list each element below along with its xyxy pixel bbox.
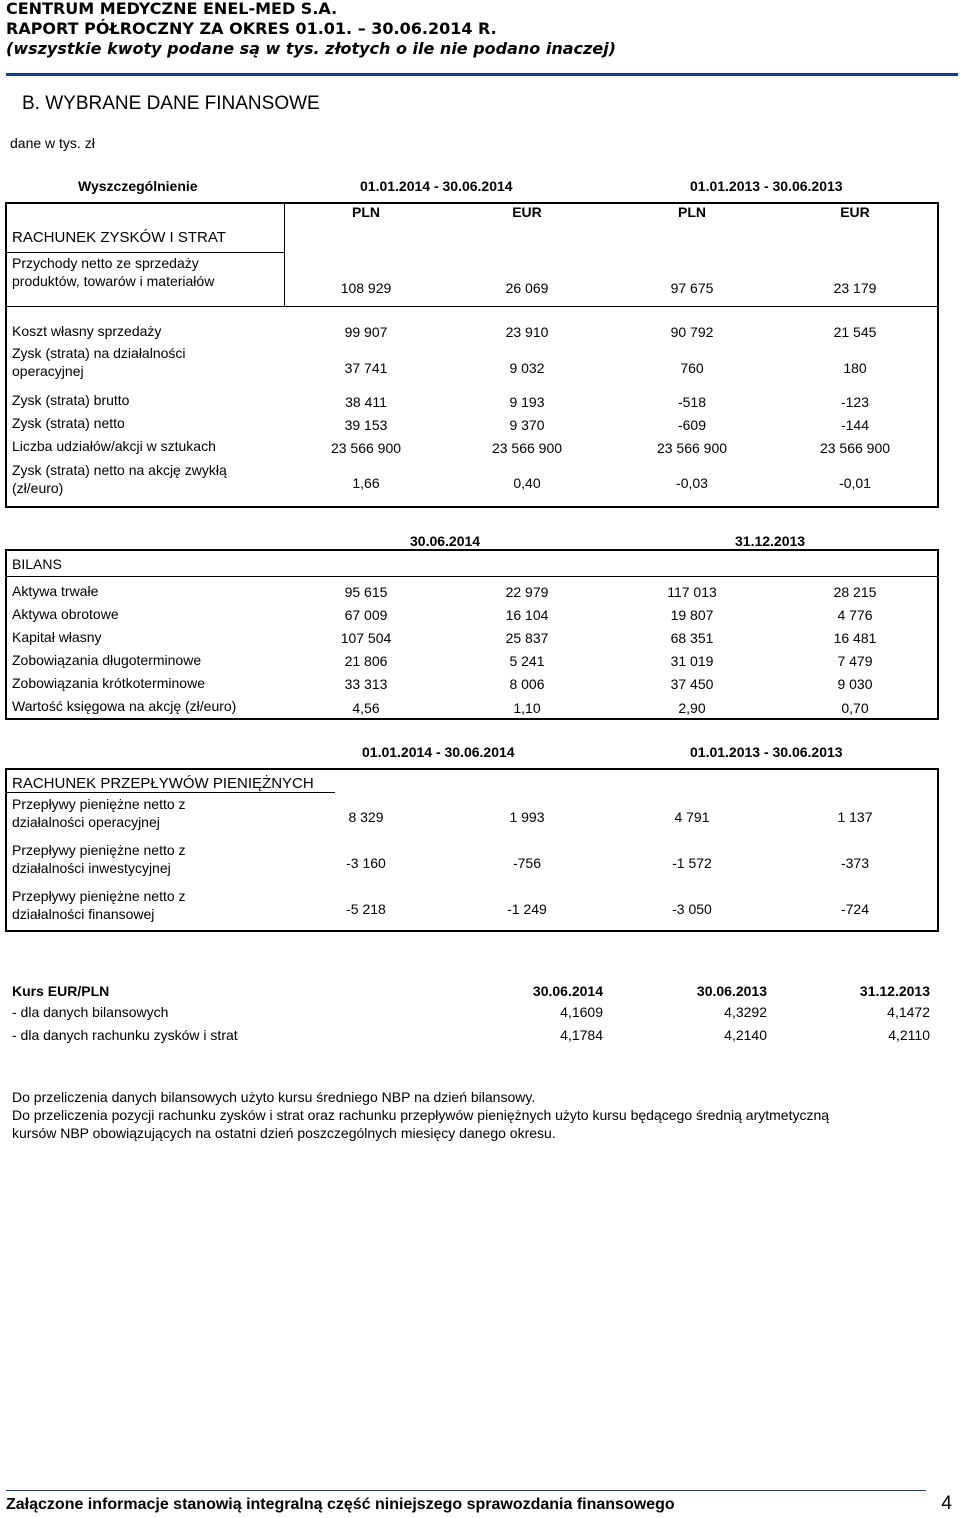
income-cell: 23 566 900 — [491, 440, 563, 456]
income-header-rule — [5, 252, 285, 253]
income-cell: -609 — [677, 417, 707, 433]
cashflow-cell: -3 050 — [672, 901, 712, 917]
cashflow-row-label: Przepływy pieniężne netto z — [12, 842, 186, 858]
fx-date-2: 30.06.2013 — [696, 983, 767, 999]
balance-cell: 7 479 — [837, 653, 873, 669]
balance-row-label: Zobowiązania krótkoterminowe — [12, 675, 205, 691]
cashflow-period-1: 01.01.2014 - 30.06.2014 — [362, 744, 515, 760]
income-cell: -518 — [677, 394, 707, 410]
income-cell: 0,40 — [513, 475, 541, 491]
income-cell: -123 — [840, 394, 870, 410]
income-divider — [284, 202, 285, 306]
header-rule — [6, 73, 958, 76]
balance-cell: 107 504 — [340, 630, 392, 646]
balance-cell: 19 807 — [670, 607, 714, 623]
balance-row-label: Aktywa obrotowe — [12, 606, 119, 622]
income-cell: 180 — [843, 360, 867, 376]
fx-row-label: - dla danych bilansowych — [12, 1004, 169, 1020]
balance-cell: 5 241 — [509, 653, 545, 669]
balance-cell: 4 776 — [837, 607, 873, 623]
cur-pln-1: PLN — [352, 204, 380, 220]
cur-pln-2: PLN — [678, 204, 706, 220]
balance-row-label: Kapitał własny — [12, 629, 102, 645]
cashflow-cell: 4 791 — [674, 809, 710, 825]
balance-row-label: Zobowiązania długoterminowe — [12, 652, 202, 668]
footer-rule — [6, 1490, 926, 1491]
income-row-label: Zysk (strata) netto na akcję zwykłą — [12, 462, 227, 478]
balance-cell: 2,90 — [678, 700, 706, 716]
balance-row-label: Aktywa trwałe — [12, 583, 99, 599]
income-row-rule — [5, 306, 939, 307]
fx-cell: 4,2140 — [724, 1027, 767, 1043]
cashflow-cell: -5 218 — [346, 901, 386, 917]
fx-cell: 4,1609 — [560, 1004, 603, 1020]
cashflow-row-label-2: działalności finansowej — [12, 906, 155, 922]
balance-cell: 16 481 — [833, 630, 877, 646]
cashflow-cell: -373 — [840, 855, 870, 871]
cashflow-period-2: 01.01.2013 - 30.06.2013 — [690, 744, 843, 760]
balance-title: BILANS — [12, 556, 62, 572]
balance-header-rule — [5, 576, 939, 577]
balance-cell: 9 030 — [837, 676, 873, 692]
cashflow-title: RACHUNEK PRZEPŁYWÓW PIENIĘŻNYCH — [12, 775, 314, 792]
income-cell: 38 411 — [345, 394, 387, 410]
balance-cell: 25 837 — [505, 630, 549, 646]
cur-eur-2: EUR — [840, 204, 870, 220]
section-title: B. WYBRANE DANE FINANSOWE — [22, 93, 320, 114]
cashflow-row-label: Przepływy pieniężne netto z — [12, 888, 186, 904]
balance-cell: 16 104 — [505, 607, 549, 623]
cashflow-cell: 1 993 — [509, 809, 545, 825]
balance-cell: 28 215 — [833, 584, 877, 600]
spec-label: Wyszczególnienie — [78, 178, 198, 194]
income-cell: 23 910 — [505, 324, 549, 340]
cashflow-cell: -756 — [512, 855, 542, 871]
income-cell: 26 069 — [505, 280, 549, 296]
income-row-label: Zysk (strata) na działalności — [12, 345, 186, 361]
cashflow-header-rule — [5, 792, 335, 793]
balance-cell: 21 806 — [344, 653, 388, 669]
unit-note: dane w tys. zł — [10, 135, 95, 151]
company-name: CENTRUM MEDYCZNE ENEL-MED S.A. — [6, 0, 338, 18]
fx-cell: 4,1784 — [560, 1027, 603, 1043]
income-cell: 23 566 900 — [330, 440, 402, 456]
income-row-label: Przychody netto ze sprzedaży — [12, 255, 199, 271]
fx-date-3: 31.12.2013 — [859, 983, 930, 999]
balance-cell: 95 615 — [344, 584, 388, 600]
income-period-2: 01.01.2013 - 30.06.2013 — [690, 178, 843, 194]
income-row-label: Liczba udziałów/akcji w sztukach — [12, 438, 216, 454]
cashflow-cell: -1 249 — [507, 901, 547, 917]
cashflow-row-label-2: działalności inwestycyjnej — [12, 860, 171, 876]
income-cell: 23 566 900 — [656, 440, 728, 456]
note-line: kursów NBP obowiązujących na ostatni dzień poszczególnych miesięcy danego okresu. — [12, 1125, 556, 1141]
income-cell: 99 907 — [344, 324, 388, 340]
balance-cell: 117 013 — [667, 584, 717, 600]
income-cell: 97 675 — [670, 280, 714, 296]
footer-text: Załączone informacje stanowią integralną część niniejszego sprawozdania finansowego — [6, 1496, 675, 1513]
income-row-label-2: operacyjnej — [12, 363, 84, 379]
income-cell: 21 545 — [833, 324, 877, 340]
income-cell: 108 929 — [340, 280, 392, 296]
cashflow-cell: -1 572 — [672, 855, 712, 871]
balance-cell: 22 979 — [505, 584, 549, 600]
income-cell: 760 — [680, 360, 704, 376]
income-cell: -0,03 — [676, 475, 708, 491]
income-cell: 9 193 — [509, 394, 545, 410]
fx-row-label: - dla danych rachunku zysków i strat — [12, 1027, 238, 1043]
income-cell: 39 153 — [344, 417, 388, 433]
cashflow-cell: 8 329 — [348, 809, 384, 825]
note-line: Do przeliczenia danych bilansowych użyto kursu średniego NBP na dzień bilansowy. — [12, 1089, 536, 1105]
balance-cell: 8 006 — [509, 676, 545, 692]
fx-cell: 4,1472 — [887, 1004, 930, 1020]
fx-date-1: 30.06.2014 — [532, 983, 603, 999]
income-cell: 9 032 — [509, 360, 545, 376]
balance-row-label: Wartość księgowa na akcję (zł/euro) — [12, 698, 237, 714]
note-line: Do przeliczenia pozycji rachunku zysków i strat oraz rachunku przepływów pieniężnych użyto kursu będącego średnią arytmetyczną — [12, 1107, 830, 1123]
fx-cell: 4,2110 — [888, 1027, 930, 1043]
balance-cell: 37 450 — [670, 676, 714, 692]
income-title: RACHUNEK ZYSKÓW I STRAT — [12, 229, 226, 246]
income-row-label-2: (zł/euro) — [12, 480, 64, 496]
page-number: 4 — [941, 1493, 952, 1514]
income-cell: 23 566 900 — [819, 440, 891, 456]
cashflow-row-label: Przepływy pieniężne netto z — [12, 796, 186, 812]
income-cell: 90 792 — [670, 324, 714, 340]
amounts-note: (wszystkie kwoty podane są w tys. złotych o ile nie podano inaczej) — [6, 39, 616, 58]
income-period-1: 01.01.2014 - 30.06.2014 — [360, 178, 513, 194]
cashflow-row-label-2: działalności operacyjnej — [12, 814, 160, 830]
cur-eur-1: EUR — [512, 204, 542, 220]
cashflow-cell: -3 160 — [346, 855, 386, 871]
balance-date-1: 30.06.2014 — [410, 533, 481, 549]
fx-title: Kurs EUR/PLN — [12, 983, 110, 999]
balance-cell: 33 313 — [344, 676, 388, 692]
income-cell: -0,01 — [839, 475, 871, 491]
report-title: RAPORT PÓŁROCZNY ZA OKRES 01.01. – 30.06.2014 R. — [6, 19, 497, 38]
income-cell: 9 370 — [509, 417, 545, 433]
income-row-label: Zysk (strata) brutto — [12, 392, 130, 408]
balance-cell: 68 351 — [670, 630, 714, 646]
balance-cell: 0,70 — [841, 700, 869, 716]
income-cell: 23 179 — [833, 280, 877, 296]
cashflow-cell: 1 137 — [837, 809, 873, 825]
fx-cell: 4,3292 — [724, 1004, 767, 1020]
income-row-label: Koszt własny sprzedaży — [12, 323, 162, 339]
income-cell: 37 741 — [344, 360, 388, 376]
balance-date-2: 31.12.2013 — [735, 533, 806, 549]
balance-cell: 67 009 — [344, 607, 388, 623]
balance-cell: 31 019 — [670, 653, 714, 669]
balance-cell: 1,10 — [513, 700, 541, 716]
balance-cell: 4,56 — [352, 700, 380, 716]
income-cell: 1,66 — [352, 475, 380, 491]
income-row-label: Zysk (strata) netto — [12, 415, 125, 431]
cashflow-cell: -724 — [840, 901, 870, 917]
income-row-label-2: produktów, towarów i materiałów — [12, 273, 215, 289]
income-cell: -144 — [840, 417, 870, 433]
